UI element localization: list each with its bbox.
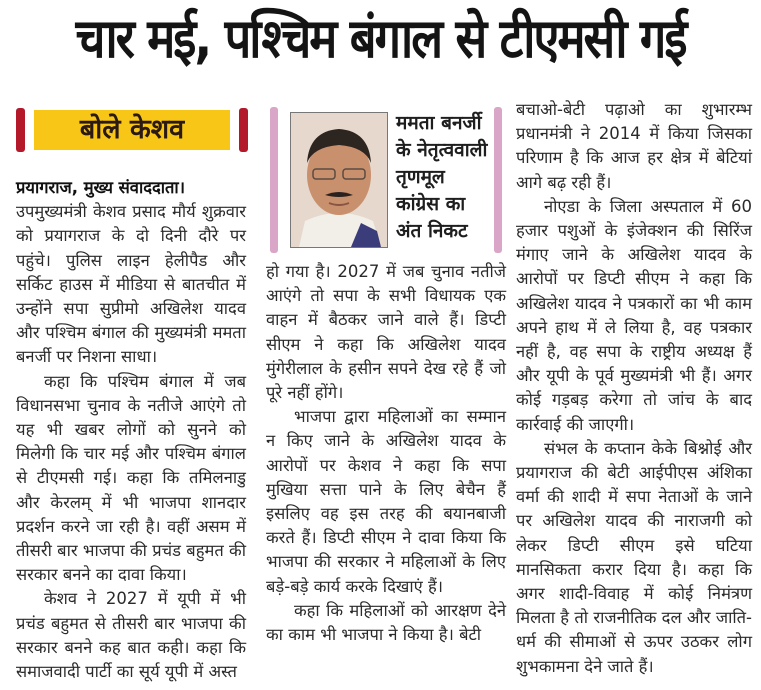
headline: चार मई, पश्चिम बंगाल से टीएमसी गई xyxy=(75,7,686,72)
quote-line: के नेतृत्ववाली xyxy=(396,139,488,161)
kicker-right-bar xyxy=(239,108,248,152)
paragraph: संभल के कप्तान केके बिश्नोई और प्रयागराज की बेटी आईपीएस अंशिका वर्मा की शादी में सपा नेताओं के जाने पर अखिलेश यादव की नाराजगी को लेकर डिप्टी सीएम इसे घटिया मानसिकता करार दिया है। कहा कि अगर शादी-विवाह में कोई निमंत्रण मिलता है तो राजनीतिक दल और जाति-धर्म की सीमाओं से ऊपर उठकर लोग शुभकामना देने जाते हैं। xyxy=(516,438,752,676)
quote-line: ममता बनर्जी xyxy=(396,112,482,134)
paragraph: हो गया है। 2027 में जब चुनाव नतीजे आएंगे तो सपा के सभी विधायक एक वाहन में बैठकर जाने वाले हैं। डिप्टी सीएम ने कहा कि अखिलेश यादव मुंगेरीलाल के हसीन सपने देख रहे हैं जो पूरे नहीं होंगे। xyxy=(266,262,506,403)
article-column-3 xyxy=(516,98,752,679)
portrait-illustration xyxy=(291,113,387,247)
quote-line: तृणमूल xyxy=(396,166,445,188)
dateline: प्रयागराज, मुख्य संवाददाता। xyxy=(16,178,185,197)
photo-right-bar xyxy=(494,107,502,253)
kicker-label: बोले केशव xyxy=(34,110,230,150)
paragraph: उपमुख्यमंत्री केशव प्रसाद मौर्य शुक्रवार को प्रयागराज के दो दिनी दौरे पर पहुंचे। पुलिस लाइन हेलीपैड और सर्किट हाउस में मीडिया से बातचीत में उन्होंने सपा सुप्रीमो अखिलेश यादव और पश्चिम बंगाल की मुख्यमंत्री ममता बनर्जी पर निशना साधा। xyxy=(16,202,246,367)
photo-quote-box xyxy=(270,107,502,253)
paragraph: कहा कि पश्चिम बंगाल में जब विधानसभा चुनाव के नतीजे आएंगे तो यह भी खबर लोगों को सुनने को मिलेगी कि चार मई और पश्चिम बंगाल से टीएमसी गई। कहा कि तमिलनाडु और केरलम् में भी भाजपा शानदार प्रदर्शन करने जा रही है। वहीं असम में तीसरी बार भाजपा की प्रचंड बहुमत की सरकार बनने का दावा किया। xyxy=(16,371,246,585)
kicker-left-bar xyxy=(16,108,25,152)
article-column-2 xyxy=(266,260,506,647)
paragraph: बचाओ-बेटी पढ़ाओ का शुभारम्भ प्रधानमंत्री ने 2014 में किया जिसका परिणाम है कि आज हर क्षेत्र में बेटियां आगे बढ़ रही हैं। xyxy=(516,100,752,192)
photo-quote xyxy=(396,110,496,245)
article-column-1 xyxy=(16,176,246,684)
paragraph: भाजपा द्वारा महिलाओं का सम्मान न किए जाने के अखिलेश यादव के आरोपों पर केशव ने कहा कि सपा मुखिया सत्ता पाने के लिए बेचैन हैं इसलिए वह इस तरह की बयानबाजी करते हैं। डिप्टी सीएम ने दावा किया कि भाजपा की सरकार ने महिलाओं के लिए बड़े-बड़े कार्य करके दिखाएं हैं। xyxy=(266,407,506,596)
quote-line: कांग्रेस का xyxy=(396,193,466,215)
photo-left-bar xyxy=(270,107,278,253)
quote-line: अंत निकट xyxy=(396,220,468,242)
paragraph: केशव ने 2027 में यूपी में भी प्रचंड बहुमत से तीसरी बार भाजपा की सरकार बनने कह बात कही। कहा कि समाजवादी पार्टी का सूर्य यूपी में अस्त xyxy=(16,589,246,682)
section-kicker xyxy=(16,108,248,152)
paragraph: कहा कि महिलाओं को आरक्षण देने का काम भी भाजपा ने किया है। बेटी xyxy=(266,600,506,645)
paragraph: नोएडा के जिला अस्पताल में 60 हजार पशुओं के इंजेक्शन की सिरिंज मंगाए जाने के अखिलेश यादव के आरोपों पर डिप्टी सीएम ने कहा कि अखिलेश यादव ने पत्रकारों का भी काम अपने हाथ में ले लिया है, वह पत्रकार नहीं है, वह सपा के राष्ट्रीय अध्यक्ष हैं और यूपी के पूर्व मुख्यमंत्री भी हैं। अगर कोई गड़बड़ करेगा तो जांच के बाद कार्रवाई की जाएगी। xyxy=(516,196,752,434)
portrait-photo xyxy=(290,112,388,248)
